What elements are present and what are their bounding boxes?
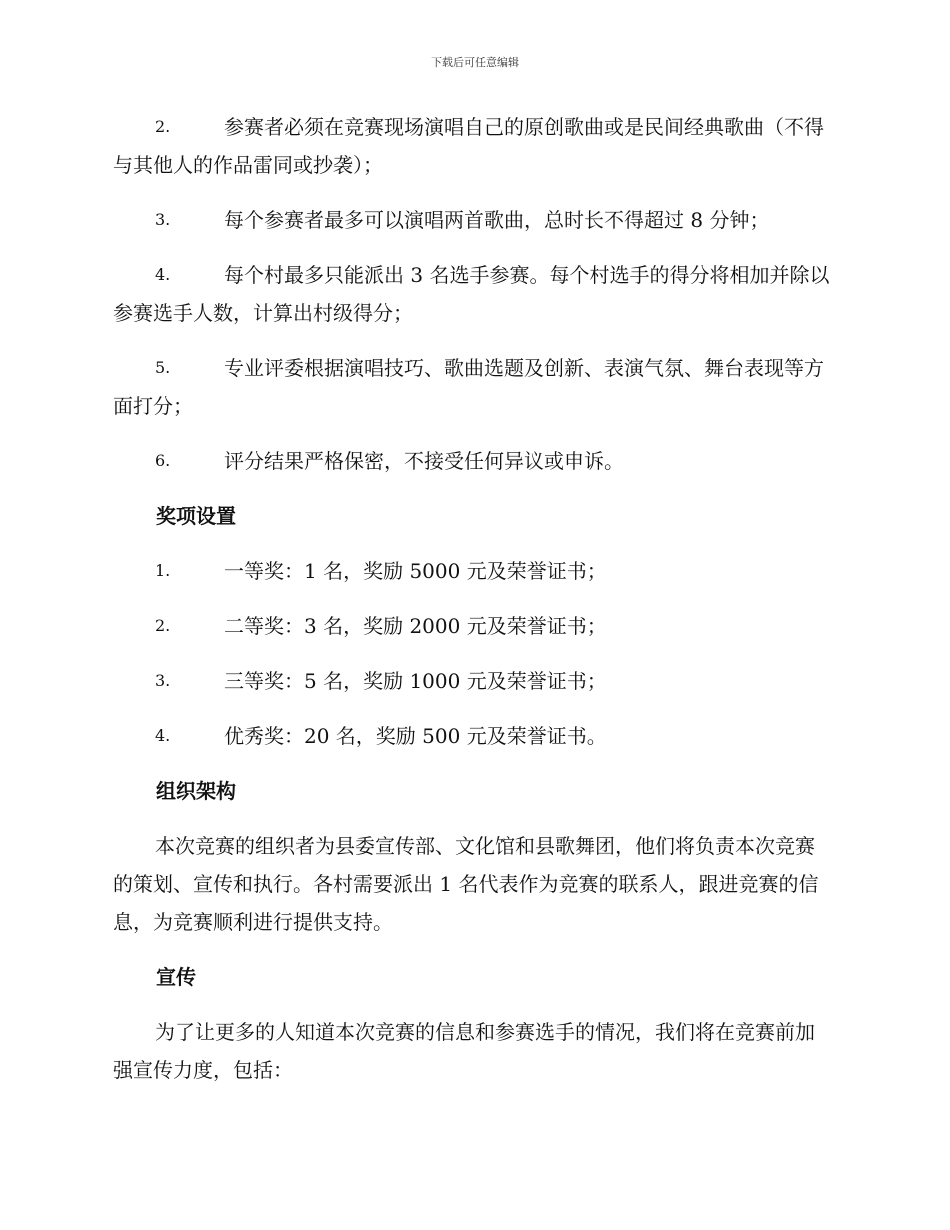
rule-text: 评分结果严格保密，不接受任何异议或申诉。 [224,449,624,473]
list-number: 1. [155,561,171,580]
list-number: 4. [155,726,171,745]
rule-text: 专业评委根据演唱技巧、歌曲选题及创新、表演气氛、舞台表现等方面打分； [113,356,824,418]
section-heading-awards: 奖项设置 [156,504,236,528]
award-text: 三等奖：5 名，奖励 1000 元及荣誉证书； [224,669,607,693]
rule-item [113,442,833,480]
organization-paragraph: 本次竞赛的组织者为县委宣传部、文化馆和县歌舞团，他们将负责本次竞赛的策划、宣传和执行。各村需要派出 1 名代表作为竞赛的联系人，跟进竞赛的信息，为竞赛顺利进行提供支持。 [113,834,819,934]
list-number: 6. [155,451,171,470]
award-item [113,662,833,700]
rule-text: 参赛者必须在竞赛现场演唱自己的原创歌曲或是民间经典歌曲（不得与其他人的作品雷同或抄袭）； [113,115,824,177]
list-number: 3. [155,210,171,229]
award-text: 优秀奖：20 名，奖励 500 元及荣誉证书。 [224,724,607,748]
rule-item [113,108,833,184]
rule-item [113,256,833,332]
award-text: 二等奖：3 名，奖励 2000 元及荣誉证书； [224,614,607,638]
promotion-paragraph: 为了让更多的人知道本次竞赛的信息和参赛选手的情况，我们将在竞赛前加强宣传力度，包括： [113,1020,815,1082]
list-number: 2. [155,616,171,635]
rule-text: 每个参赛者最多可以演唱两首歌曲，总时长不得超过 8 分钟； [224,208,770,232]
award-item [113,607,833,645]
section-heading-promotion: 宣传 [156,965,196,989]
list-number: 3. [155,671,171,690]
rule-item [113,201,833,239]
rule-item [113,349,833,425]
list-number: 5. [155,358,171,377]
list-number: 4. [155,265,171,284]
award-item [113,717,833,755]
section-heading-organization: 组织架构 [156,779,236,803]
rule-text: 每个村最多只能派出 3 名选手参赛。每个村选手的得分将相加并除以参赛选手人数，计算出村级得分； [113,263,830,325]
award-text: 一等奖：1 名，奖励 5000 元及荣誉证书； [224,559,607,583]
document-body [113,108,833,1106]
award-item [113,552,833,590]
page-header: 下载后可任意编辑 [431,56,519,69]
list-number: 2. [155,117,171,136]
